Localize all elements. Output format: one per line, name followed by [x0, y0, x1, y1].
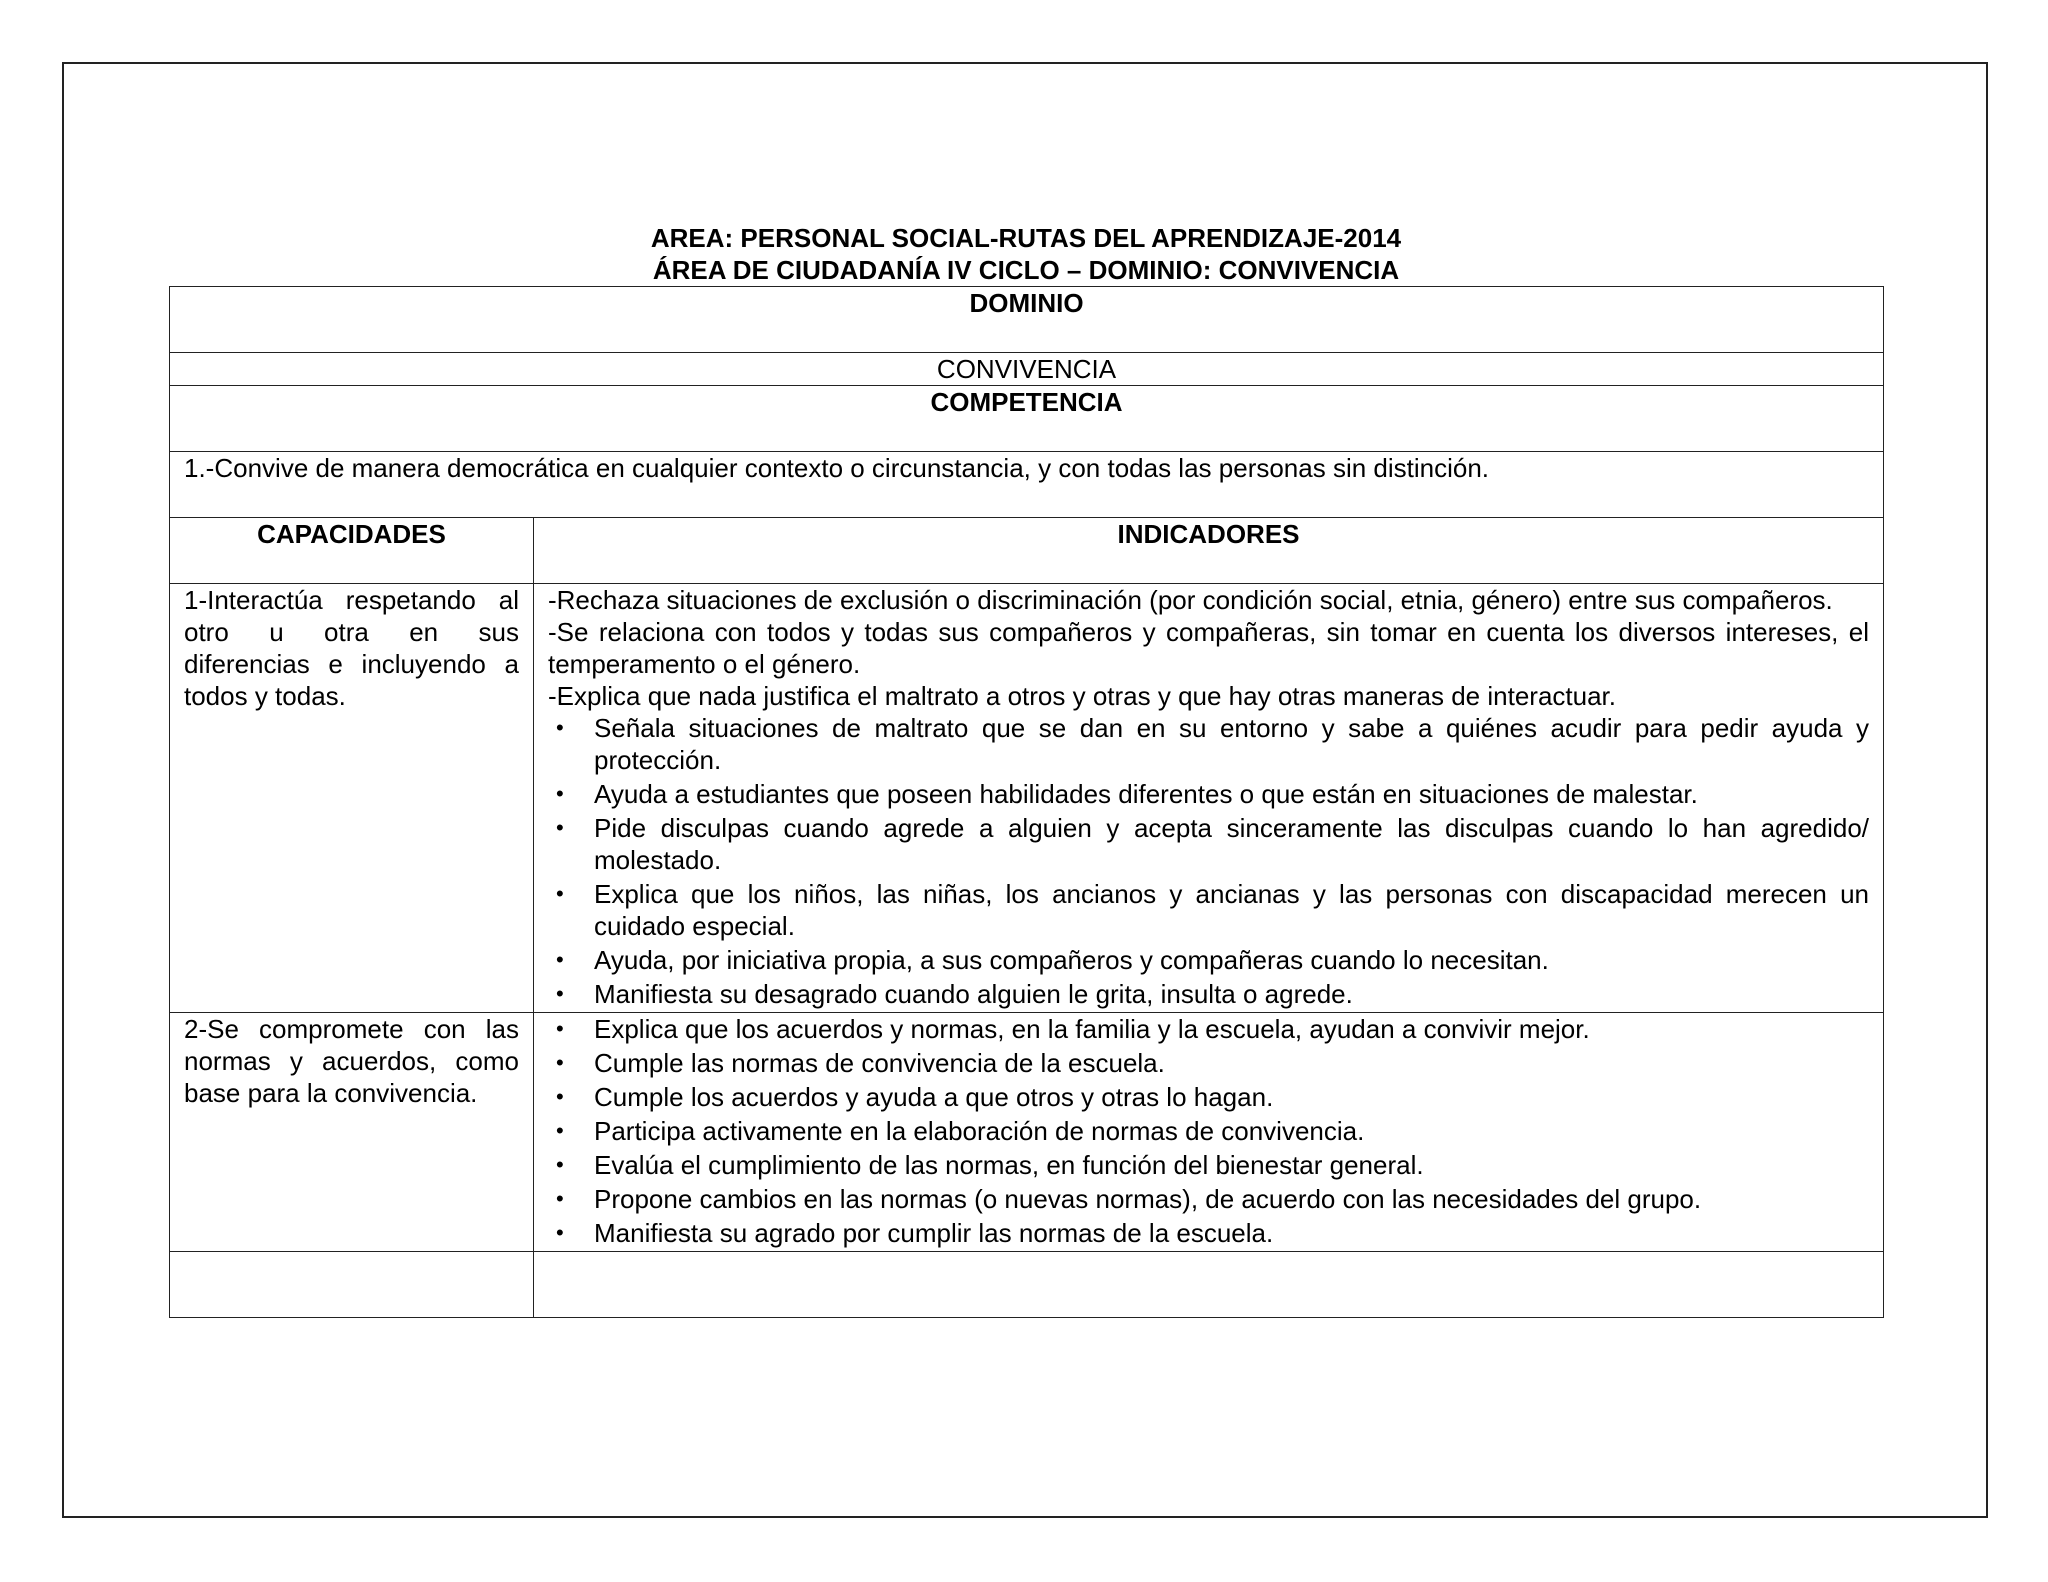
- list-item: • Cumple los acuerdos y ayuda a que otros y otras lo hagan.: [556, 1082, 1274, 1112]
- document-title: [170, 222, 1882, 286]
- column-header-row: [170, 518, 1884, 584]
- indicator-list: [548, 712, 1869, 1010]
- empty-cell: [534, 1252, 1884, 1318]
- bullet-icon: •: [556, 947, 564, 972]
- competencia-value-row: [170, 452, 1884, 518]
- title-line-1: AREA: PERSONAL SOCIAL-RUTAS DEL APRENDIZAJE-2014: [650, 223, 1402, 253]
- indicator-line: -Explica que nada justifica el maltrato a otros y otras y que hay otras maneras de interactuar.: [548, 681, 1616, 711]
- bullet-icon: •: [556, 1050, 564, 1075]
- bullet-icon: •: [556, 1118, 564, 1143]
- list-item: • Evalúa el cumplimiento de las normas, en función del bienestar general.: [556, 1150, 1424, 1180]
- list-item: • Ayuda, por iniciativa propia, a sus compañeros y compañeras cuando lo necesitan.: [556, 945, 1549, 975]
- list-item: • Cumple las normas de convivencia de la escuela.: [556, 1048, 1165, 1078]
- competencia-header-row: [170, 386, 1884, 452]
- list-item: • Señala situaciones de maltrato que se dan en su entorno y sabe a quiénes acudir para pedir ayuda y protección.: [556, 713, 1870, 775]
- table-row: [170, 584, 1884, 1013]
- indicadores-cell: [534, 584, 1884, 1013]
- competencia-label: COMPETENCIA: [170, 386, 1884, 452]
- dominio-value: CONVIVENCIA: [170, 353, 1884, 386]
- bullet-icon: •: [556, 981, 564, 1006]
- bullet-icon: •: [556, 815, 564, 840]
- bullet-icon: •: [556, 1220, 564, 1245]
- dominio-label: DOMINIO: [170, 287, 1884, 353]
- empty-row: [170, 1252, 1884, 1318]
- title-line-2: ÁREA DE CIUDADANÍA IV CICLO – DOMINIO: CONVIVENCIA: [652, 255, 1400, 285]
- list-item: • Manifiesta su agrado por cumplir las normas de la escuela.: [556, 1218, 1274, 1248]
- capacidades-header: CAPACIDADES: [170, 518, 534, 584]
- curriculum-table: [169, 286, 1884, 1318]
- dominio-header-row: [170, 287, 1884, 353]
- empty-cell: [170, 1252, 534, 1318]
- bullet-icon: •: [556, 881, 564, 906]
- bullet-icon: •: [556, 1016, 564, 1041]
- list-item: • Ayuda a estudiantes que poseen habilidades diferentes o que están en situaciones de malestar.: [556, 779, 1698, 809]
- indicator-line: -Rechaza situaciones de exclusión o discriminación (por condición social, etnia, género) entre sus compañeros.: [548, 585, 1833, 615]
- list-item: • Pide disculpas cuando agrede a alguien y acepta sinceramente las disculpas cuando lo han agredido/ molestado.: [556, 813, 1870, 875]
- list-item: • Explica que los acuerdos y normas, en la familia y la escuela, ayudan a convivir mejor.: [556, 1014, 1590, 1044]
- bullet-icon: •: [556, 1152, 564, 1177]
- capacidad-cell: 1-Interactúa respetando al otro u otra en sus diferencias e incluyendo a todos y todas.: [170, 584, 534, 1013]
- indicadores-header: INDICADORES: [534, 518, 1884, 584]
- bullet-icon: •: [556, 1186, 564, 1211]
- bullet-icon: •: [556, 715, 564, 740]
- indicator-line: -Se relaciona con todos y todas sus compañeros y compañeras, sin tomar en cuenta los diversos intereses, el temperamento o el género.: [548, 617, 1870, 679]
- list-item: • Explica que los niños, las niñas, los ancianos y ancianas y las personas con discapacidad merecen un cuidado especial.: [556, 879, 1870, 941]
- bullet-icon: •: [556, 781, 564, 806]
- list-item: • Manifiesta su desagrado cuando alguien le grita, insulta o agrede.: [556, 979, 1353, 1009]
- competencia-value: 1.-Convive de manera democrática en cualquier contexto o circunstancia, y con todas las personas sin distinción.: [170, 452, 1884, 518]
- table-row: [170, 1013, 1884, 1252]
- list-item: • Participa activamente en la elaboración de normas de convivencia.: [556, 1116, 1365, 1146]
- list-item: • Propone cambios en las normas (o nuevas normas), de acuerdo con las necesidades del grupo.: [556, 1184, 1702, 1214]
- indicator-list: [548, 1013, 1869, 1249]
- bullet-icon: •: [556, 1084, 564, 1109]
- indicadores-cell: [534, 1013, 1884, 1252]
- capacidad-cell: 2-Se compromete con las normas y acuerdos, como base para la convivencia.: [170, 1013, 534, 1252]
- dominio-value-row: [170, 353, 1884, 386]
